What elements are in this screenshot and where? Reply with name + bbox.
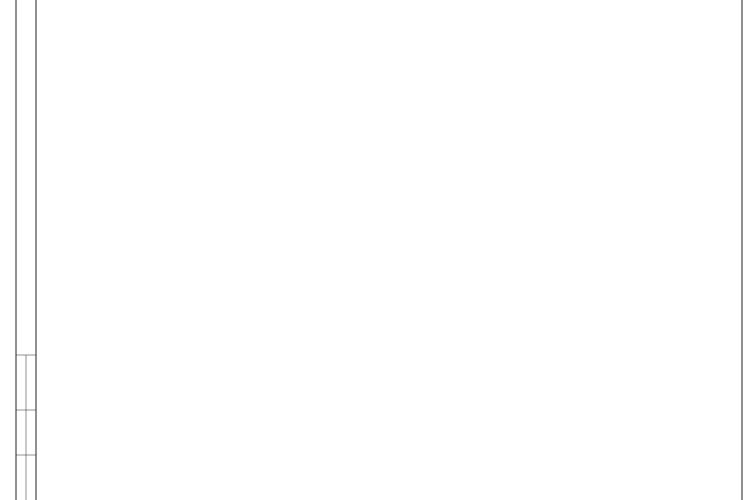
conc-h-beton: [148, 270, 293, 284]
conc-h-total: [293, 270, 341, 338]
sel-h-klas: [444, 335, 466, 361]
steel-h-total: [652, 25, 668, 90]
steel-h-gost2: [228, 52, 305, 68]
conc-h-tsehla-sub: [341, 310, 385, 338]
tb-sheet-title: [562, 477, 642, 499]
steel-h-razom1: [477, 34, 519, 90]
steel-h-marka: [88, 25, 178, 90]
sel-h-vytraty: [466, 335, 730, 347]
steel-h-gost3: [305, 52, 477, 68]
steel-h-armatura-klasu: [178, 34, 477, 42]
steel-h-gost-smuga: [566, 52, 619, 68]
steel-h-prokat: [519, 34, 619, 42]
steel-h-vyroby-arm: [178, 25, 519, 34]
steel-h-razom2: [619, 34, 652, 90]
steel-h-vyroby-zakl: [519, 25, 652, 34]
steel-h-class-vr: [178, 42, 228, 52]
steel-h-gost-kutnyk: [519, 52, 566, 68]
tb-desc: [418, 456, 730, 474]
conc-h-marka: [58, 270, 148, 338]
steel-h-class-a500: [305, 42, 477, 52]
steel-h-class-a240: [228, 42, 305, 52]
steel-h-gost1: [178, 52, 228, 68]
conc-h-dstu: [148, 284, 293, 324]
sel-h-num: [418, 335, 444, 361]
conc-h-tsehla: [341, 270, 385, 310]
steel-h-c255: [519, 42, 619, 52]
